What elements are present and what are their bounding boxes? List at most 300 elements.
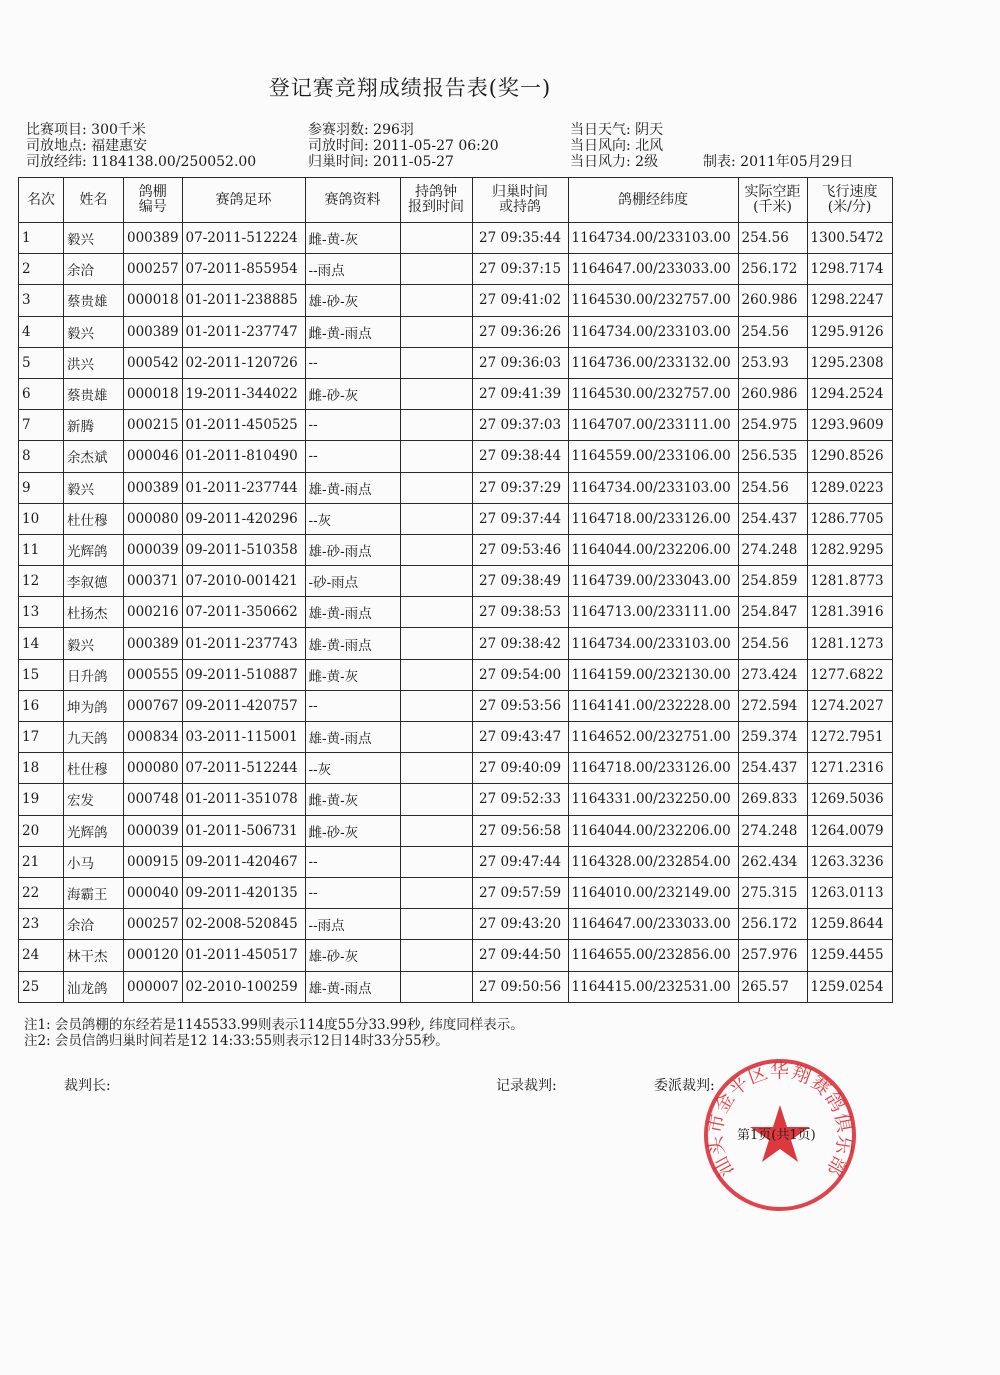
cell-clock-time	[400, 597, 472, 628]
table-row	[19, 503, 893, 534]
cell-pigeon-info: 雌-黄-灰	[305, 223, 400, 254]
cell-loft-id: 000389	[124, 316, 183, 347]
table-row	[19, 753, 893, 784]
cell-rank: 14	[19, 628, 64, 659]
cell-distance: 265.57	[738, 971, 807, 1002]
cell-pigeon-info: --	[305, 347, 400, 378]
cell-pigeon-info: -砂-雨点	[305, 566, 400, 597]
cell-ring-number: 02-2008-520845	[182, 909, 305, 940]
cell-loft-id: 000371	[124, 566, 183, 597]
cell-speed: 1281.8773	[807, 566, 892, 597]
cell-rank: 16	[19, 690, 64, 721]
cell-ring-number: 09-2011-420467	[182, 846, 305, 877]
cell-pigeon-info: --雨点	[305, 909, 400, 940]
cell-rank: 8	[19, 441, 64, 472]
cell-speed: 1289.0223	[807, 472, 892, 503]
cell-name: 小马	[64, 846, 124, 877]
cell-speed: 1295.9126	[807, 316, 892, 347]
cell-speed: 1290.8526	[807, 441, 892, 472]
cell-return-time: 27 09:47:44	[472, 846, 568, 877]
cell-ring-number: 01-2011-237743	[182, 628, 305, 659]
cell-name: 光辉鸽	[64, 534, 124, 565]
notes	[24, 1017, 524, 1049]
cell-clock-time	[400, 472, 472, 503]
cell-distance: 273.424	[738, 659, 807, 690]
cell-return-time: 27 09:52:33	[472, 784, 568, 815]
cell-return-time: 27 09:53:56	[472, 690, 568, 721]
cell-speed: 1269.5036	[807, 784, 892, 815]
cell-distance: 254.975	[738, 410, 807, 441]
cell-loft-coords: 1164559.00/233106.00	[568, 441, 738, 472]
table-row	[19, 534, 893, 565]
cell-rank: 10	[19, 503, 64, 534]
cell-distance: 254.847	[738, 597, 807, 628]
cell-name: 毅兴	[64, 628, 124, 659]
cell-loft-coords: 1164044.00/232206.00	[568, 815, 738, 846]
cell-return-time: 27 09:44:50	[472, 940, 568, 971]
cell-ring-number: 01-2011-237747	[182, 316, 305, 347]
table-row	[19, 378, 893, 409]
cell-clock-time	[400, 784, 472, 815]
cell-loft-coords: 1164530.00/232757.00	[568, 285, 738, 316]
cell-rank: 23	[19, 909, 64, 940]
cell-return-time: 27 09:37:03	[472, 410, 568, 441]
cell-pigeon-info: --	[305, 410, 400, 441]
cell-speed: 1264.0079	[807, 815, 892, 846]
cell-return-time: 27 09:41:39	[472, 378, 568, 409]
note-1: 注1: 会员鸽棚的东经若是1145533.99则表示114度55分33.99秒, 纬度同样表示。	[24, 1017, 524, 1033]
cell-clock-time	[400, 628, 472, 659]
cell-ring-number: 01-2011-237744	[182, 472, 305, 503]
cell-name: 毅兴	[64, 223, 124, 254]
column-header: 实际空距 (千米)	[738, 178, 807, 223]
cell-distance: 269.833	[738, 784, 807, 815]
cell-distance: 262.434	[738, 846, 807, 877]
note-2: 注2: 会员信鸽归巢时间若是12 14:33:55则表示12日14时33分55秒。	[24, 1033, 449, 1049]
cell-loft-coords: 1164328.00/232854.00	[568, 846, 738, 877]
cell-ring-number: 09-2011-510887	[182, 659, 305, 690]
cell-name: 光辉鸽	[64, 815, 124, 846]
cell-loft-id: 000257	[124, 909, 183, 940]
cell-pigeon-info: 雄-砂-灰	[305, 940, 400, 971]
table-row	[19, 285, 893, 316]
cell-rank: 13	[19, 597, 64, 628]
cell-pigeon-info: 雄-砂-灰	[305, 285, 400, 316]
cell-clock-time	[400, 347, 472, 378]
cell-return-time: 27 09:40:09	[472, 753, 568, 784]
cell-rank: 6	[19, 378, 64, 409]
cell-return-time: 27 09:38:44	[472, 441, 568, 472]
cell-loft-id: 000389	[124, 223, 183, 254]
cell-distance: 253.93	[738, 347, 807, 378]
svg-text:汕头市金平区华翔赛鸽俱乐部: 汕头市金平区华翔赛鸽俱乐部	[704, 1060, 856, 1181]
cell-loft-id: 000120	[124, 940, 183, 971]
column-header: 赛鸽足环	[182, 178, 305, 223]
cell-distance: 256.172	[738, 909, 807, 940]
cell-clock-time	[400, 254, 472, 285]
cell-ring-number: 02-2011-120726	[182, 347, 305, 378]
cell-ring-number: 09-2011-420757	[182, 690, 305, 721]
meta-entry-count: 参赛羽数: 296羽	[308, 122, 414, 138]
cell-rank: 2	[19, 254, 64, 285]
cell-distance: 256.172	[738, 254, 807, 285]
table-row	[19, 909, 893, 940]
cell-pigeon-info: 雄-黄-雨点	[305, 628, 400, 659]
cell-name: 宏发	[64, 784, 124, 815]
cell-ring-number: 09-2011-510358	[182, 534, 305, 565]
meta-wind-force: 当日风力: 2级 制表: 2011年05月29日	[570, 154, 854, 170]
cell-speed: 1298.7174	[807, 254, 892, 285]
cell-return-time: 27 09:43:47	[472, 722, 568, 753]
cell-loft-coords: 1164647.00/233033.00	[568, 909, 738, 940]
cell-speed: 1281.1273	[807, 628, 892, 659]
cell-name: 杜扬杰	[64, 597, 124, 628]
table-row	[19, 877, 893, 908]
cell-rank: 20	[19, 815, 64, 846]
column-header: 持鸽钟 报到时间	[400, 178, 472, 223]
cell-name: 日升鸽	[64, 659, 124, 690]
table-row	[19, 347, 893, 378]
cell-ring-number: 07-2011-350662	[182, 597, 305, 628]
cell-name: 杜仕穆	[64, 503, 124, 534]
cell-distance: 254.859	[738, 566, 807, 597]
cell-loft-id: 000555	[124, 659, 183, 690]
cell-clock-time	[400, 753, 472, 784]
cell-rank: 7	[19, 410, 64, 441]
cell-name: 汕龙鸽	[64, 971, 124, 1002]
cell-return-time: 27 09:37:15	[472, 254, 568, 285]
cell-clock-time	[400, 971, 472, 1002]
cell-loft-id: 000915	[124, 846, 183, 877]
cell-loft-id: 000039	[124, 534, 183, 565]
cell-speed: 1272.7951	[807, 722, 892, 753]
cell-return-time: 27 09:38:53	[472, 597, 568, 628]
cell-ring-number: 03-2011-115001	[182, 722, 305, 753]
cell-loft-id: 000767	[124, 690, 183, 721]
cell-loft-coords: 1164159.00/232130.00	[568, 659, 738, 690]
cell-speed: 1259.8644	[807, 909, 892, 940]
cell-return-time: 27 09:35:44	[472, 223, 568, 254]
cell-loft-coords: 1164044.00/232206.00	[568, 534, 738, 565]
cell-loft-id: 000018	[124, 285, 183, 316]
cell-rank: 4	[19, 316, 64, 347]
recorder-referee-label: 记录裁判:	[496, 1078, 557, 1094]
cell-speed: 1282.9295	[807, 534, 892, 565]
cell-rank: 17	[19, 722, 64, 753]
cell-loft-coords: 1164707.00/233111.00	[568, 410, 738, 441]
cell-pigeon-info: 雌-黄-灰	[305, 784, 400, 815]
cell-speed: 1298.2247	[807, 285, 892, 316]
cell-pigeon-info: --雨点	[305, 254, 400, 285]
meta-weather: 当日天气: 阴天	[570, 122, 664, 138]
cell-pigeon-info: --灰	[305, 753, 400, 784]
cell-rank: 3	[19, 285, 64, 316]
table-row	[19, 441, 893, 472]
cell-pigeon-info: 雄-黄-雨点	[305, 597, 400, 628]
cell-speed: 1281.3916	[807, 597, 892, 628]
table-row	[19, 784, 893, 815]
cell-clock-time	[400, 378, 472, 409]
cell-distance: 260.986	[738, 285, 807, 316]
table-row	[19, 690, 893, 721]
table-row	[19, 254, 893, 285]
cell-return-time: 27 09:53:46	[472, 534, 568, 565]
cell-speed: 1263.3236	[807, 846, 892, 877]
cell-ring-number: 02-2010-100259	[182, 971, 305, 1002]
cell-loft-id: 000039	[124, 815, 183, 846]
cell-name: 新腾	[64, 410, 124, 441]
cell-name: 海霸王	[64, 877, 124, 908]
meta-column-1	[26, 122, 256, 170]
table-row	[19, 940, 893, 971]
column-header: 飞行速度 (米/分)	[807, 178, 892, 223]
cell-speed: 1263.0113	[807, 877, 892, 908]
meta-return-time: 归巢时间: 2011-05-27	[308, 154, 454, 170]
table-row	[19, 566, 893, 597]
cell-clock-time	[400, 846, 472, 877]
cell-name: 毅兴	[64, 472, 124, 503]
column-header: 鸽棚 编号	[124, 178, 183, 223]
cell-speed: 1294.2524	[807, 378, 892, 409]
cell-pigeon-info: 雄-黄-雨点	[305, 971, 400, 1002]
cell-speed: 1277.6822	[807, 659, 892, 690]
cell-clock-time	[400, 566, 472, 597]
cell-loft-id: 000007	[124, 971, 183, 1002]
cell-speed: 1295.2308	[807, 347, 892, 378]
table-row	[19, 846, 893, 877]
cell-loft-id: 000018	[124, 378, 183, 409]
cell-rank: 19	[19, 784, 64, 815]
meta-column-2	[308, 122, 499, 170]
cell-return-time: 27 09:37:29	[472, 472, 568, 503]
cell-name: 余洽	[64, 254, 124, 285]
cell-pigeon-info: --	[305, 690, 400, 721]
column-header: 赛鸽资料	[305, 178, 400, 223]
cell-rank: 18	[19, 753, 64, 784]
cell-name: 蔡贵雄	[64, 285, 124, 316]
cell-distance: 257.976	[738, 940, 807, 971]
cell-name: 洪兴	[64, 347, 124, 378]
cell-return-time: 27 09:50:56	[472, 971, 568, 1002]
cell-clock-time	[400, 441, 472, 472]
cell-rank: 21	[19, 846, 64, 877]
cell-ring-number: 07-2010-001421	[182, 566, 305, 597]
cell-distance: 254.56	[738, 316, 807, 347]
cell-pigeon-info: 雌-砂-灰	[305, 815, 400, 846]
meta-release-time: 司放时间: 2011-05-27 06:20	[308, 138, 499, 154]
cell-loft-id: 000216	[124, 597, 183, 628]
cell-loft-id: 000046	[124, 441, 183, 472]
cell-clock-time	[400, 815, 472, 846]
cell-loft-coords: 1164010.00/232149.00	[568, 877, 738, 908]
cell-pigeon-info: 雄-砂-雨点	[305, 534, 400, 565]
cell-clock-time	[400, 940, 472, 971]
cell-rank: 1	[19, 223, 64, 254]
cell-clock-time	[400, 877, 472, 908]
table-row	[19, 659, 893, 690]
column-header: 姓名	[64, 178, 124, 223]
cell-rank: 5	[19, 347, 64, 378]
cell-speed: 1271.2316	[807, 753, 892, 784]
cell-ring-number: 01-2011-450517	[182, 940, 305, 971]
cell-name: 毅兴	[64, 316, 124, 347]
table-row	[19, 628, 893, 659]
table-row	[19, 722, 893, 753]
cell-rank: 24	[19, 940, 64, 971]
cell-distance: 254.56	[738, 472, 807, 503]
cell-speed: 1259.4455	[807, 940, 892, 971]
cell-distance: 274.248	[738, 534, 807, 565]
cell-rank: 25	[19, 971, 64, 1002]
cell-ring-number: 07-2011-512224	[182, 223, 305, 254]
cell-ring-number: 07-2011-855954	[182, 254, 305, 285]
cell-rank: 9	[19, 472, 64, 503]
cell-pigeon-info: --	[305, 846, 400, 877]
cell-name: 九天鸽	[64, 722, 124, 753]
cell-speed: 1293.9609	[807, 410, 892, 441]
cell-loft-id: 000080	[124, 503, 183, 534]
cell-pigeon-info: 雌-黄-灰	[305, 659, 400, 690]
cell-clock-time	[400, 503, 472, 534]
cell-name: 李叙德	[64, 566, 124, 597]
cell-speed: 1259.0254	[807, 971, 892, 1002]
cell-loft-coords: 1164739.00/233043.00	[568, 566, 738, 597]
cell-return-time: 27 09:57:59	[472, 877, 568, 908]
cell-pigeon-info: 雌-砂-灰	[305, 378, 400, 409]
table-row	[19, 316, 893, 347]
meta-column-3	[570, 122, 853, 170]
cell-loft-coords: 1164331.00/232250.00	[568, 784, 738, 815]
cell-loft-coords: 1164734.00/233103.00	[568, 628, 738, 659]
cell-return-time: 27 09:36:03	[472, 347, 568, 378]
table-row	[19, 472, 893, 503]
meta-made-date: 制表: 2011年05月29日	[703, 154, 854, 170]
cell-distance: 254.56	[738, 628, 807, 659]
report-title: 登记赛竞翔成绩报告表(奖一)	[268, 76, 552, 100]
table-row	[19, 815, 893, 846]
cell-ring-number: 01-2011-810490	[182, 441, 305, 472]
cell-distance: 254.437	[738, 753, 807, 784]
cell-rank: 22	[19, 877, 64, 908]
cell-name: 林干杰	[64, 940, 124, 971]
meta-release-place: 司放地点: 福建惠安	[26, 138, 148, 154]
cell-loft-id: 000040	[124, 877, 183, 908]
cell-loft-coords: 1164415.00/232531.00	[568, 971, 738, 1002]
table-row	[19, 223, 893, 254]
cell-rank: 12	[19, 566, 64, 597]
cell-loft-coords: 1164734.00/233103.00	[568, 316, 738, 347]
cell-clock-time	[400, 690, 472, 721]
cell-rank: 11	[19, 534, 64, 565]
table-row	[19, 971, 893, 1002]
cell-return-time: 27 09:38:49	[472, 566, 568, 597]
cell-loft-coords: 1164718.00/233126.00	[568, 503, 738, 534]
cell-loft-id: 000080	[124, 753, 183, 784]
cell-loft-coords: 1164713.00/233111.00	[568, 597, 738, 628]
table-header-row	[19, 178, 893, 223]
cell-loft-coords: 1164141.00/232228.00	[568, 690, 738, 721]
cell-speed: 1274.2027	[807, 690, 892, 721]
cell-name: 坤为鸽	[64, 690, 124, 721]
cell-speed: 1286.7705	[807, 503, 892, 534]
table-row	[19, 597, 893, 628]
cell-distance: 256.535	[738, 441, 807, 472]
cell-name: 余杰斌	[64, 441, 124, 472]
cell-distance: 272.594	[738, 690, 807, 721]
cell-loft-id: 000389	[124, 628, 183, 659]
cell-loft-id: 000215	[124, 410, 183, 441]
cell-pigeon-info: --	[305, 441, 400, 472]
cell-clock-time	[400, 909, 472, 940]
cell-distance: 254.437	[738, 503, 807, 534]
cell-distance: 254.56	[738, 223, 807, 254]
cell-distance: 260.986	[738, 378, 807, 409]
cell-ring-number: 07-2011-512244	[182, 753, 305, 784]
cell-clock-time	[400, 223, 472, 254]
cell-loft-coords: 1164652.00/232751.00	[568, 722, 738, 753]
cell-loft-coords: 1164718.00/233126.00	[568, 753, 738, 784]
cell-loft-id: 000542	[124, 347, 183, 378]
cell-return-time: 27 09:41:02	[472, 285, 568, 316]
cell-loft-id: 000834	[124, 722, 183, 753]
cell-loft-id: 000257	[124, 254, 183, 285]
table-body	[19, 223, 893, 1003]
cell-pigeon-info: --灰	[305, 503, 400, 534]
cell-loft-id: 000748	[124, 784, 183, 815]
cell-clock-time	[400, 534, 472, 565]
cell-ring-number: 01-2011-450525	[182, 410, 305, 441]
cell-distance: 259.374	[738, 722, 807, 753]
cell-clock-time	[400, 659, 472, 690]
cell-loft-coords: 1164736.00/233132.00	[568, 347, 738, 378]
cell-pigeon-info: --	[305, 877, 400, 908]
cell-rank: 15	[19, 659, 64, 690]
delegate-referee-label: 委派裁判:	[654, 1078, 715, 1094]
cell-pigeon-info: 雌-黄-雨点	[305, 316, 400, 347]
cell-return-time: 27 09:38:42	[472, 628, 568, 659]
column-header: 鸽棚经纬度	[568, 178, 738, 223]
cell-return-time: 27 09:54:00	[472, 659, 568, 690]
cell-ring-number: 09-2011-420296	[182, 503, 305, 534]
cell-return-time: 27 09:43:20	[472, 909, 568, 940]
cell-name: 蔡贵雄	[64, 378, 124, 409]
table-row	[19, 410, 893, 441]
cell-return-time: 27 09:56:58	[472, 815, 568, 846]
cell-loft-id: 000389	[124, 472, 183, 503]
cell-ring-number: 09-2011-420135	[182, 877, 305, 908]
cell-ring-number: 01-2011-506731	[182, 815, 305, 846]
cell-distance: 274.248	[738, 815, 807, 846]
page-number: 第1页(共1页)	[737, 1128, 816, 1143]
meta-release-coords: 司放经纬: 1184138.00/250052.00	[26, 154, 257, 170]
cell-pigeon-info: 雄-黄-雨点	[305, 722, 400, 753]
cell-distance: 275.315	[738, 877, 807, 908]
cell-loft-coords: 1164655.00/232856.00	[568, 940, 738, 971]
cell-clock-time	[400, 316, 472, 347]
results-table	[18, 177, 893, 1003]
cell-loft-coords: 1164530.00/232757.00	[568, 378, 738, 409]
cell-name: 杜仕穆	[64, 753, 124, 784]
cell-ring-number: 01-2011-238885	[182, 285, 305, 316]
column-header: 归巢时间 或持鸽	[472, 178, 568, 223]
cell-clock-time	[400, 285, 472, 316]
cell-ring-number: 19-2011-344022	[182, 378, 305, 409]
cell-return-time: 27 09:37:44	[472, 503, 568, 534]
cell-name: 余洽	[64, 909, 124, 940]
cell-clock-time	[400, 722, 472, 753]
chief-referee-label: 裁判长:	[64, 1078, 111, 1094]
meta-wind-direction: 当日风向: 北风	[570, 138, 664, 154]
